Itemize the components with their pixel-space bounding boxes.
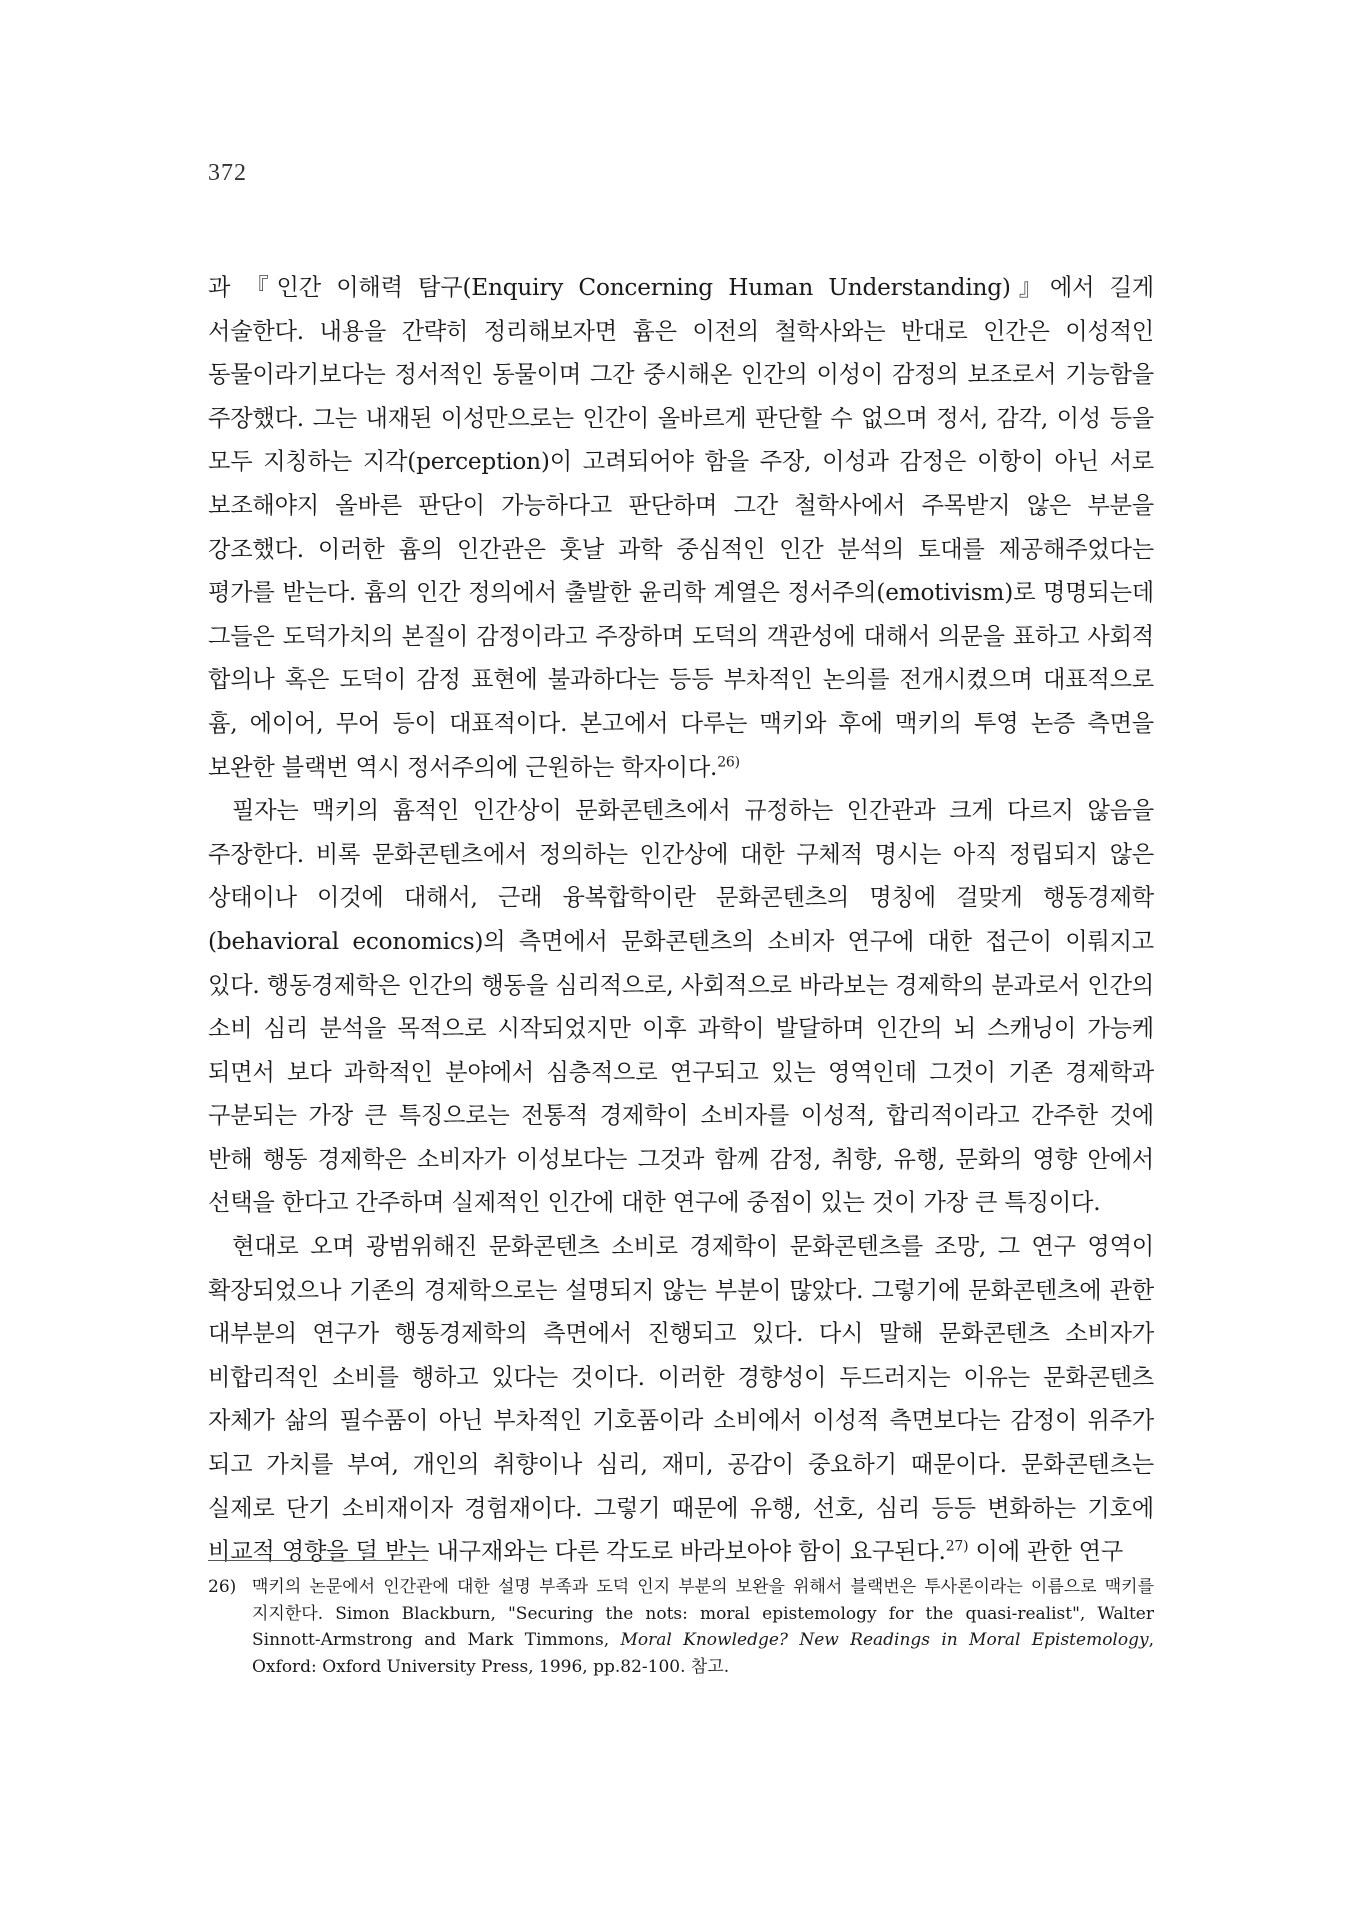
footnote-book-title: Moral Knowledge? New Readings in Moral Epistemology	[620, 1630, 1149, 1650]
body-text	[208, 266, 1154, 1574]
footnote	[208, 1574, 1154, 1680]
footnote-text: 맥키의 논문에서 인간관에 대한 설명 부족과 도덕 인지 부분의 보완을 위해서 블랙번은 투사론이라는 이름으로 맥키를 지지한다. Simon Blackburn, "Securing the nots: moral epistemology for the quasi-realist", Walter Sinnott-Armstrong and Mark Timmons,	[252, 1577, 1154, 1650]
page-number: 372	[208, 160, 247, 186]
footnote-divider	[208, 1560, 428, 1561]
paragraph-text: 현대로 오며 광범위해진 문화콘텐츠 소비로 경제학이 문화콘텐츠를 조망, 그 연구 영역이 확장되었으나 기존의 경제학으로는 설명되지 않는 부분이 많았다. 그렇기에 문화콘텐츠에 관한 대부분의 연구가 행동경제학의 측면에서 진행되고 있다. 다시 말해 문화콘텐츠 소비자가 비합리적인 소비를 행하고 있다는 것이다. 이러한 경향성이 두드러지는 이유는 문화콘텐츠 자체가 삶의 필수품이 아닌 부차적인 기호품이라 소비에서 이성적 측면보다는 감정이 위주가 되고 가치를 부여, 개인의 취향이나 심리, 재미, 공감이 중요하기 때문이다. 문화콘텐츠는 실제로 단기 소비재이자 경험재이다. 그렇기 때문에 유행, 선호, 심리 등등 변화하는 기호에 비교적 영향을 덜 받는 내구재와는 다른 각도로 바라보아야 함이 요구된다.	[208, 1233, 1154, 1566]
footnote-number: 26)	[208, 1577, 237, 1597]
footnote-reference: 27)	[945, 1538, 969, 1555]
footnote-body	[252, 1574, 1154, 1680]
paragraph-2	[208, 789, 1154, 1225]
footnote-text-end: , Oxford: Oxford University Press, 1996, pp.82-100. 참고.	[252, 1630, 1154, 1677]
paragraph-text-continued: 이에 관한 연구	[968, 1538, 1124, 1566]
paragraph-3	[208, 1225, 1154, 1574]
paragraph-1	[208, 266, 1154, 789]
footnote-reference: 26)	[717, 753, 740, 770]
paragraph-text: 과 『인간 이해력 탐구(Enquiry Concerning Human Understanding)』에서 길게 서술한다. 내용을 간략히 정리해보자면 흄은 이전의 철학사와는 반대로 인간은 이성적인 동물이라기보다는 정서적인 동물이며 그간 중시해온 인간의 이성이 감정의 보조로서 기능함을 주장했다. 그는 내재된 이성만으로는 인간이 올바르게 판단할 수 없으며 정서, 감각, 이성 등을 모두 지칭하는 지각(perception)이 고려되어야 함을 주장, 이성과 감정은 이항이 아닌 서로 보조해야지 올바른 판단이 가능하다고 판단하며 그간 철학사에서 주목받지 않은 부분을 강조했다. 이러한 흄의 인간관은 훗날 과학 중심적인 인간 분석의 토대를 제공해주었다는 평가를 받는다. 흄의 인간 정의에서 출발한 윤리학 계열은 정서주의(emotivism)로 명명되는데 그들은 도덕가치의 본질이 감정이라고 주장하며 도덕의 객관성에 대해서 의문을 표하고 사회적 합의나 혹은 도덕이 감정 표현에 불과하다는 등등 부차적인 논의를 전개시켰으며 대표적으로 흄, 에이어, 무어 등이 대표적이다. 본고에서 다루는 맥키와 후에 맥키의 투영 논증 측면을 보완한 블랙번 역시 정서주의에 근원하는 학자이다.	[208, 274, 1154, 781]
paragraph-text: 필자는 맥키의 흄적인 인간상이 문화콘텐츠에서 규정하는 인간관과 크게 다르지 않음을 주장한다. 비록 문화콘텐츠에서 정의하는 인간상에 대한 구체적 명시는 아직 정립되지 않은 상태이나 이것에 대해서, 근래 융복합학이란 문화콘텐츠의 명칭에 걸맞게 행동경제학(behavioral economics)의 측면에서 문화콘텐츠의 소비자 연구에 대한 접근이 이뤄지고 있다. 행동경제학은 인간의 행동을 심리적으로, 사회적으로 바라보는 경제학의 분과로서 인간의 소비 심리 분석을 목적으로 시작되었지만 이후 과학이 발달하며 인간의 뇌 스캐닝이 가능케 되면서 보다 과학적인 분야에서 심층적으로 연구되고 있는 영역인데 그것이 기존 경제학과 구분되는 가장 큰 특징으로는 전통적 경제학이 소비자를 이성적, 합리적이라고 간주한 것에 반해 행동 경제학은 소비자가 이성보다는 그것과 함께 감정, 취향, 유행, 문화의 영향 안에서 선택을 한다고 간주하며 실제적인 인간에 대한 연구에 중점이 있는 것이 가장 큰 특징이다.	[208, 797, 1154, 1217]
